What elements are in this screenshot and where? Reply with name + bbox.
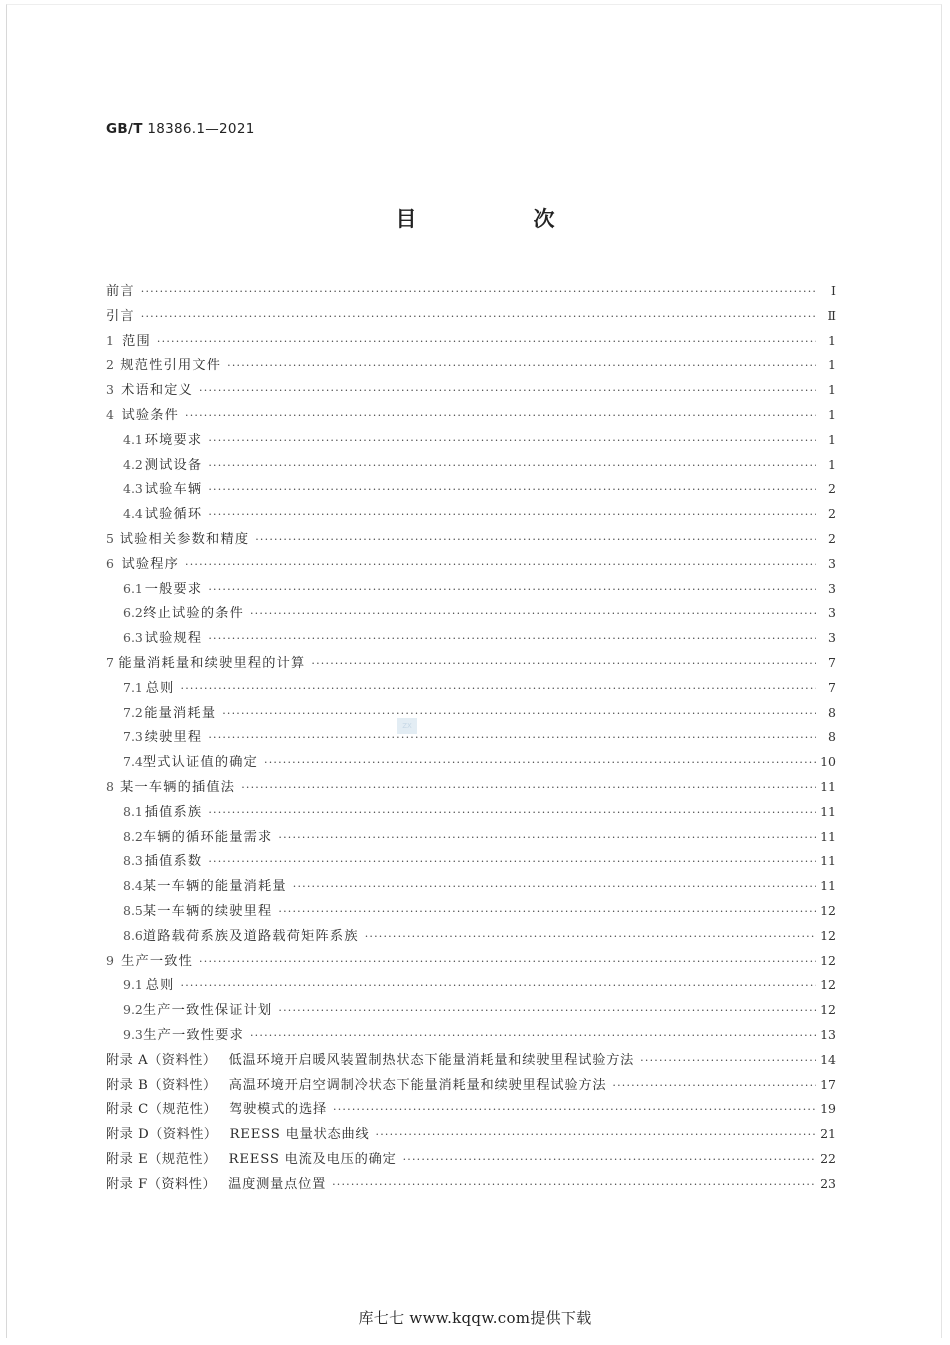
toc-dot-leader (208, 627, 816, 652)
toc-dot-leader (278, 826, 816, 851)
toc-entry-number: 3 (106, 382, 114, 398)
toc-page-number: 2 (828, 481, 836, 497)
toc-dot-leader (208, 726, 816, 751)
toc-entry[interactable] (106, 279, 836, 304)
toc-dot-leader (185, 404, 816, 429)
toc-entry-number: 4.2 (123, 456, 143, 472)
toc-page-number: 14 (820, 1051, 836, 1067)
toc-dot-leader (181, 677, 816, 702)
toc-page-number: 1 (828, 357, 836, 373)
toc-entry-label: 驾驶模式的选择 (229, 1102, 328, 1118)
toc-entry-label: 引言 (106, 308, 135, 324)
toc-entry[interactable] (106, 329, 836, 354)
toc-dot-leader (255, 528, 816, 553)
toc-annex-id: 附录 C（规范性） (106, 1102, 218, 1118)
standard-number: 18386.1—2021 (147, 121, 255, 137)
toc-entry[interactable] (106, 428, 836, 453)
toc-dot-leader (227, 354, 816, 379)
toc-entry-number: 8.4 (123, 878, 143, 894)
toc-entry[interactable] (106, 502, 836, 527)
toc-entry-number: 8 (106, 778, 114, 794)
toc-dot-leader (278, 999, 816, 1024)
toc-dot-leader (365, 925, 816, 950)
toc-dot-leader (222, 702, 816, 727)
toc-entry[interactable] (106, 1048, 836, 1073)
toc-dot-leader (293, 875, 816, 900)
toc-entry-number: 9.2 (123, 1002, 143, 1018)
toc-entry[interactable] (106, 725, 836, 750)
toc-dot-leader (157, 330, 816, 355)
toc-entry-label: 车辆的循环能量需求 (142, 829, 273, 845)
toc-entry-number: 7 (106, 654, 114, 670)
toc-dot-leader (311, 652, 816, 677)
toc-entry-number: 8.3 (123, 853, 143, 869)
toc-page-number: 13 (820, 1026, 836, 1042)
toc-dot-leader (208, 503, 816, 528)
toc-page-number: 12 (820, 977, 836, 993)
toc-entry-label: 终止试验的条件 (143, 606, 244, 622)
toc-dot-leader (208, 429, 816, 454)
toc-entry-label: 低温环境开启暖风装置制热状态下能量消耗量和续驶里程试验方法 (228, 1052, 635, 1068)
toc-entry-label: 试验条件 (121, 407, 180, 423)
toc-page-number: 11 (820, 803, 836, 819)
toc-dot-leader (141, 280, 816, 305)
toc-entry[interactable] (106, 1147, 836, 1172)
toc-page-number: 12 (820, 927, 836, 943)
toc-entry-label: 试验相关参数和精度 (119, 531, 250, 547)
toc-page-number: 12 (820, 1002, 836, 1018)
toc-page-number: 3 (828, 605, 836, 621)
toc-entry[interactable] (106, 1073, 836, 1098)
toc-annex-id: 附录 B（资料性） (106, 1077, 217, 1093)
toc-page-number: 19 (820, 1101, 836, 1117)
toc-page-number: 11 (820, 778, 836, 794)
toc-entry-number: 7.3 (123, 729, 143, 745)
toc-annex-id: 附录 E（规范性） (106, 1151, 217, 1167)
toc-entry[interactable] (106, 378, 836, 403)
toc-entry-label: REESS 电量状态曲线 (229, 1127, 370, 1143)
toc-entry-label: 插值系族 (144, 804, 203, 820)
toc-dot-leader (208, 578, 816, 603)
standard-code (106, 121, 255, 137)
toc-dot-leader (199, 950, 816, 975)
toc-page-number: 1 (828, 382, 836, 398)
toc-entry-label: 试验车辆 (144, 482, 203, 498)
toc-entry[interactable] (106, 1097, 836, 1122)
download-footer: 库七七 www.kqqw.com提供下载 (358, 1309, 592, 1327)
toc-entry-label: 试验规程 (144, 631, 203, 647)
toc-dot-leader (403, 1148, 816, 1173)
toc-page-number: 7 (828, 679, 836, 695)
toc-page-number: 23 (820, 1175, 836, 1191)
toc-page-number: 11 (820, 828, 836, 844)
toc-page-number: 1 (828, 406, 836, 422)
toc-entry-number: 6.2 (123, 605, 143, 621)
toc-entry[interactable] (106, 577, 836, 602)
standard-prefix: GB/T (106, 121, 143, 137)
toc-entry[interactable] (106, 626, 836, 651)
toc-page-number: 10 (820, 754, 836, 770)
toc-entry[interactable] (106, 1023, 836, 1048)
toc-dot-leader (208, 454, 816, 479)
toc-entry-label: 生产一致性保证计划 (142, 1003, 273, 1019)
toc-dot-leader (208, 801, 816, 826)
toc-entry-label: 插值系数 (144, 854, 203, 870)
toc-entry-label: 术语和定义 (121, 383, 194, 399)
toc-page-number: 3 (828, 555, 836, 571)
toc-page-number: 8 (828, 704, 836, 720)
toc-entry-number: 7.2 (123, 704, 143, 720)
toc-entry[interactable] (106, 849, 836, 874)
toc-page-number: 1 (828, 431, 836, 447)
toc-entry[interactable] (106, 775, 836, 800)
table-of-contents (106, 279, 836, 1196)
toc-entry[interactable] (106, 1122, 836, 1147)
toc-dot-leader (181, 974, 816, 999)
toc-entry-label: 总则 (145, 978, 175, 994)
toc-entry-number: 5 (106, 530, 114, 546)
toc-page-number: 21 (820, 1126, 836, 1142)
toc-page-number: 1 (828, 332, 836, 348)
toc-annex-id: 附录 D（资料性） (106, 1127, 218, 1143)
toc-entry-label: 高温环境开启空调制冷状态下能量消耗量和续驶里程试验方法 (228, 1077, 607, 1093)
toc-entry-number: 1 (106, 332, 114, 348)
toc-entry-label: 测试设备 (144, 457, 203, 473)
toc-dot-leader (264, 751, 816, 776)
toc-entry-label: 能量消耗量和续驶里程的计算 (118, 655, 306, 671)
toc-entry-label: 试验循环 (144, 507, 203, 523)
toc-dot-leader (278, 900, 816, 925)
toc-entry-label: 试验程序 (121, 556, 180, 572)
toc-dot-leader (208, 478, 816, 503)
toc-page-number: 17 (820, 1076, 836, 1092)
toc-entry-label: 环境要求 (144, 432, 203, 448)
toc-entry-label: 能量消耗量 (144, 705, 217, 721)
toc-entry[interactable] (106, 403, 836, 428)
toc-dot-leader (250, 1024, 816, 1049)
toc-entry-number: 2 (106, 357, 114, 373)
toc-entry-label: 规范性引用文件 (120, 358, 222, 374)
toc-dot-leader (612, 1074, 816, 1099)
toc-entry-number: 4 (106, 406, 114, 422)
toc-entry[interactable] (106, 973, 836, 998)
toc-entry-number: 6.3 (123, 630, 143, 646)
toc-page-number: 11 (820, 878, 836, 894)
toc-entry-label: 某一车辆的插值法 (120, 779, 236, 795)
toc-entry-number: 9.3 (123, 1026, 143, 1042)
toc-page-number: Ⅱ (827, 307, 836, 323)
toc-entry[interactable] (106, 825, 836, 850)
toc-dot-leader (333, 1098, 816, 1123)
toc-page-number: 1 (828, 456, 836, 472)
toc-dot-leader (141, 305, 816, 330)
toc-entry[interactable] (106, 998, 836, 1023)
toc-entry[interactable] (106, 601, 836, 626)
toc-entry-label: 温度测量点位置 (228, 1176, 327, 1192)
toc-page-number: 7 (828, 654, 836, 670)
toc-entry-number: 8.5 (123, 902, 143, 918)
toc-entry-label: 一般要求 (144, 581, 203, 597)
toc-entry-number: 4.3 (123, 481, 143, 497)
toc-entry[interactable] (106, 527, 836, 552)
page-title: 目 次 (395, 207, 603, 231)
toc-entry-label: 某一车辆的续驶里程 (142, 903, 273, 919)
toc-entry[interactable] (106, 949, 836, 974)
toc-entry[interactable] (106, 750, 836, 775)
toc-entry-number: 7.1 (123, 679, 143, 695)
toc-dot-leader (185, 553, 816, 578)
toc-page-number: 3 (828, 630, 836, 646)
toc-entry-number: 9 (106, 952, 114, 968)
toc-entry[interactable] (106, 701, 836, 726)
toc-page-number: Ⅰ (831, 283, 836, 298)
toc-page-number: 22 (820, 1150, 836, 1166)
toc-entry-label: 型式认证值的确定 (142, 755, 258, 771)
toc-dot-leader (250, 602, 816, 627)
toc-dot-leader (332, 1173, 816, 1198)
toc-annex-id: 附录 A（资料性） (106, 1052, 217, 1068)
watermark-stamp: ZX (397, 718, 417, 734)
toc-entry-number: 8.1 (123, 803, 143, 819)
toc-page-number: 3 (828, 580, 836, 596)
toc-entry-number: 4.4 (123, 506, 143, 522)
toc-entry[interactable] (106, 899, 836, 924)
toc-entry[interactable] (106, 800, 836, 825)
toc-page-number: 11 (820, 853, 836, 869)
toc-dot-leader (241, 776, 816, 801)
toc-dot-leader (199, 379, 816, 404)
toc-entry[interactable] (106, 924, 836, 949)
toc-entry-number: 4.1 (123, 431, 143, 447)
toc-entry[interactable] (106, 304, 836, 329)
toc-page-number: 2 (828, 506, 836, 522)
toc-entry[interactable] (106, 1172, 836, 1197)
toc-entry-label: 生产一致性要求 (143, 1027, 244, 1043)
toc-entry[interactable] (106, 453, 836, 478)
toc-entry-number: 6.1 (123, 580, 143, 596)
toc-entry-label: 续驶里程 (144, 730, 203, 746)
toc-entry-number: 6 (106, 555, 114, 571)
toc-entry-label: 道路载荷系族及道路载荷矩阵系族 (142, 928, 359, 944)
toc-entry[interactable] (106, 353, 836, 378)
toc-entry-number: 9.1 (123, 977, 143, 993)
toc-annex-id: 附录 F（资料性） (106, 1176, 217, 1192)
toc-entry[interactable] (106, 477, 836, 502)
toc-page-number: 12 (820, 902, 836, 918)
toc-dot-leader (208, 850, 816, 875)
toc-entry-label: 范围 (122, 333, 151, 349)
toc-entry[interactable] (106, 552, 836, 577)
toc-entry-label: 生产一致性 (121, 953, 194, 969)
toc-entry-number: 8.2 (123, 828, 143, 844)
toc-dot-leader (376, 1123, 816, 1148)
toc-entry-label: REESS 电流及电压的确定 (228, 1151, 397, 1167)
toc-entry-label: 前言 (106, 284, 135, 299)
toc-entry[interactable] (106, 874, 836, 899)
toc-page-number: 8 (828, 729, 836, 745)
toc-entry[interactable] (106, 676, 836, 701)
toc-entry[interactable] (106, 651, 836, 676)
toc-dot-leader (640, 1049, 816, 1074)
toc-entry-label: 某一车辆的能量消耗量 (142, 879, 287, 895)
toc-entry-number: 8.6 (123, 927, 143, 943)
toc-page-number: 2 (828, 530, 836, 546)
toc-page-number: 12 (820, 952, 836, 968)
toc-entry-label: 总则 (145, 680, 175, 696)
toc-entry-number: 7.4 (123, 754, 143, 770)
